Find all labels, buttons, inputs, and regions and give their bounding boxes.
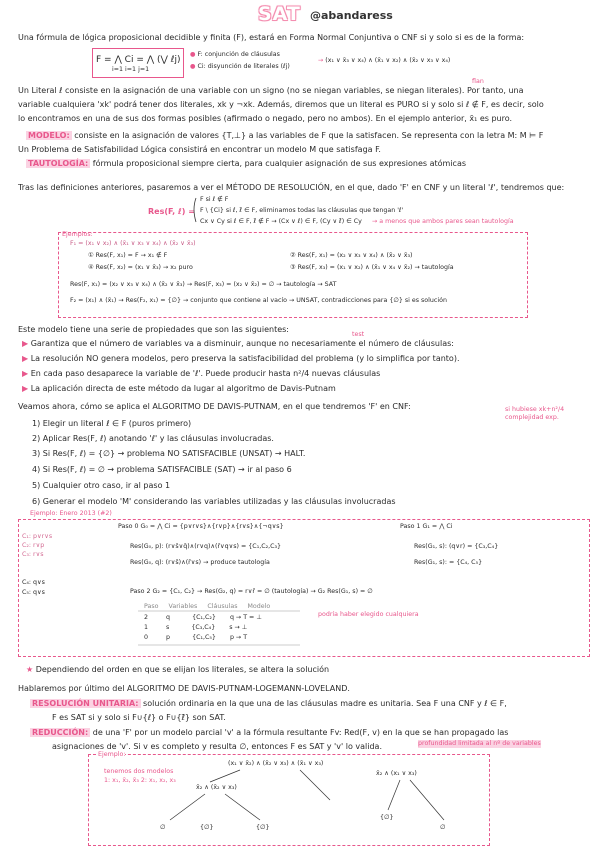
dp-paso-2: Paso 2 G₂ = {C₁, C₂} → Res(G₂, q) = r∨r̄ = ∅ (tautología) → G₂ Res(G₁, s) = ∅ [130,588,373,595]
cnf-formula: F = ⋀ Ci = ⋀ (⋁ ℓj) [96,55,181,65]
resolucion-intro: Tras las definiciones anteriores, pasaremos a ver el MÉTODO DE RESOLUCIÓN, en el que, dado 'F' en CNF y un literal 'ℓ', tendremos que: [18,183,565,192]
dp-table-row-2: 1 s {C₃,C₄} s → ⊥ [144,624,248,631]
dp-step-2: 2) Aplicar Res(F, ℓ) anotando 'ℓ' y las cláusulas involucradas. [32,434,274,443]
dp-clause-3: C₃: r∨s [22,551,44,558]
literal-note: flan [472,78,484,85]
red-def-2: asignaciones de 'v'. Si v es completo y resulta ∅, entonces F es SAT y 'v' lo valida. [52,742,382,751]
dp-step-5: 5) Cualquier otro caso, ir al paso 1 [32,481,171,490]
tree1-leaf-1: ∅ [160,824,166,831]
red-note: profundidad limitada al nº de variables [418,740,541,747]
dpll-example-title: Ejemplo: [98,751,126,758]
propiedad-1: ▶ Garantiza que el número de variables va a disminuir, aunque no necesariamente el número de cláusulas: [22,339,454,348]
dp-table-note: podría haber elegido cualquiera [318,611,419,618]
ru-def-2: F es SAT si y solo si F∪{ℓ} o F∪{ℓ̄} son SAT. [52,713,226,722]
intro-line: Una fórmula de lógica proposicional decidible y finita (F), estará en Forma Normal Conjuntiva o CNF si y solo si es de la forma: [18,33,525,42]
page-title: SAT [258,3,301,25]
modelo-def: MODELO: consiste en la asignación de valores {T,⊥} a las variables de F que la satisfacen. Se representa con la letra M: M ⊨ F [28,131,544,140]
dpll-example-sub-1: tenemos dos modelos [104,768,174,775]
legend-f: ● F: conjunción de cláusulas [190,51,280,58]
res-label: Res(F, ℓ) = [148,207,195,216]
propiedad-3: ▶ En cada paso desaparece la variable de 'ℓ'. Puede producir hasta n²/4 nuevas cláusulas [22,369,381,378]
dp-res-g3: Res(G₁, s): = {C₄, C₅} [414,559,483,566]
dp-table-header: Paso Variables Cláusulas Modelo [144,603,271,610]
tree2-leaf-1: {∅} [380,814,394,821]
author-handle: @abandaress [310,9,393,22]
dpll-example-sub-2: 1: x₁, x̄₂, x̄₃ 2: x₁, x₂, x₃ [104,777,176,784]
tautologia-def: TAUTOLOGÍA: fórmula proposicional siempre cierta, para cualquier asignación de sus expresiones atómicas [28,159,467,168]
cnf-example: → (x₁ ∨ x̄₃ ∨ x₄) ∧ (x̄₁ ∨ x₂) ∧ (x̄₂ ∨ x₃ ∨ x₄) [318,57,451,64]
dp-step-6: 6) Generar el modelo 'M' considerando las variables utilizadas y las cláusulas involucradas [32,497,396,506]
legend-ci: ● Ci: disyunción de literales (ℓj) [190,63,290,70]
literal-line-2: variable cualquiera 'xk' podrá tener dos literales, xk y ¬xk. Además, diremos que un literal es PURO si y solo si ℓ ∉ F, es decir, solo [18,100,544,109]
dp-clause-5: C₅: q∨s [22,589,45,596]
res-case-2: F \ {Ci} si ℓ, ℓ̄ ∈ F, eliminamos todas las cláusulas que tengan 'ℓ' [200,207,404,214]
res-case-1: F si ℓ ∉ F [200,196,229,203]
res-examples-title: Ejemplos: [62,231,93,238]
propiedades-side-note: si hubiese xk+n²/4 complejidad exp. [505,406,565,421]
dp-paso-1: Paso 1 G₁ = ⋀ Ci [400,523,453,530]
res-example-formula: F₁ = (x₁ ∨ x₂) ∧ (x̄₁ ∨ x₃ ∨ x₄) ∧ (x̄₂ ∨ x̄₃) [70,240,196,247]
dp-table-row-3: 0 p {C₁,C₅} p → T [144,634,248,641]
propiedad-1-note: test [352,331,365,338]
dp-intro: Veamos ahora, cómo se aplica el ALGORITMO DE DAVIS-PUTNAM, en el que tendremos 'F' en CNF: [18,402,411,411]
dp-res-g0: Res(G₀, p): (r∨s̄∨q̄)∧(r∨q)∧(r̄∨q∨s) = {C₁,C₂,C₃} [130,543,282,550]
dp-paso-0: Paso 0 G₀ = ⋀ Ci = {p∨r∨s}∧{r∨p}∧{r∨s}∧{¬q∨s} [118,523,284,530]
propiedades-intro: Este modelo tiene una serie de propiedades que son las siguientes: [18,325,289,334]
propiedad-2: ▶ La resolución NO genera modelos, pero preserva la satisfacibilidad del problema (y lo simplifica por tanto). [22,354,460,363]
literal-line-3: lo encontramos en una de sus dos formas posibles (afirmado o negado, pero no ambos). En el ejemplo anterior, x̄₁ es puro. [18,114,513,123]
res-case-3: Cx ∨ Cy si ℓ ∈ F, ℓ̄ ∉ F → (Cx ∨ ℓ) ∈ F, (Cy ∨ ℓ̄) ∈ Cy [200,218,362,225]
propiedad-4: ▶ La aplicación directa de este método da lugar al algoritmo de Davis-Putnam [22,384,336,393]
cnf-indices: i=1 i=1 j=1 [112,66,150,73]
dp-dependiendo: ★ Dependiendo del orden en que se elijan los literales, se altera la solución [26,665,330,674]
res-example-3: ③ Res(F, x₃) = (x₁ ∨ x₂) ∧ (x̄₁ ∨ x₄ ∨ x̄₂) → tautología [290,264,454,271]
res-example-1: ① Res(F, x₁) = F → x₁ ∉ F [88,252,168,259]
ru-def: RESOLUCIÓN UNITARIA: solución ordinaria en la que una de las cláusulas madre es unitaria. Sea F una CNF y ℓ ∈ F, [32,699,507,708]
dpll-intro: Hablaremos por último del ALGORITMO DE DAVIS-PUTNAM-LOGEMANN-LOVELAND. [18,684,350,693]
dp-clause-2: C₂: r∨p [22,542,45,549]
problema-def: Un Problema de Satisfabilidad Lógica consistirá en encontrar un modelo M que satisfaga F. [18,145,381,154]
dp-step-3: 3) Si Res(F, ℓ) = {∅} → problema NO SATISFACIBLE (UNSAT) → HALT. [32,449,306,458]
tree1-root: (x₁ ∨ x̄₂) ∧ (x̄₂ ∨ x₃) ∧ (x̄₁ ∨ x₃) [228,760,324,767]
tree1-mid: x̄₂ ∧ (x̄₂ ∨ x₃) [196,784,237,791]
res-example-5: Res(F, x₁) = (x₂ ∨ x₃ ∨ x₄) ∧ (x̄₂ ∨ x̄₃) → Res(F, x₃) = (x₂ ∨ x̄₂) = ∅ → tautología → SAT [70,281,337,288]
res-case-3-note: → a menos que ambos pares sean tautología [372,218,514,225]
literal-line-1: Un Literal ℓ consiste en la asignación de una variable con un signo (no se niegan variables, se niegan literales). Por tanto, una [18,86,524,95]
dp-table-row-1: 2 q {C₁,C₂} q → T = ⊥ [144,614,262,621]
res-example-2: ② Res(F, x₁) = (x₂ ∨ x₃ ∨ x₄) ∧ (x̄₂ ∨ x̄₃) [290,252,413,259]
tree2-root: x̄₂ ∧ (x₁ ∨ x₃) [376,770,417,777]
dp-step-4: 4) Si Res(F, ℓ) = ∅ → problema SATISFACIBLE (SAT) → ir al paso 6 [32,465,292,474]
tree2-leaf-2: ∅ [440,824,446,831]
dp-res-g1: Res(G₁, s): (q∨r) = {C₃,C₄} [414,543,499,550]
dp-example-title: Ejemplo: Enero 2013 (#2) [30,510,112,517]
red-def: REDUCCIÓN: de una 'F' por un modelo parcial 'v' a la fórmula resultante Fv: Red(F, v) en la que se han propagado las [32,728,509,737]
dp-step-1: 1) Elegir un literal ℓ ∈ F (puros primero) [32,419,192,428]
tree1-leaf-2: {∅} [200,824,214,831]
dp-clause-4: C₄: q∨s [22,579,45,586]
dp-res-g2: Res(G₀, q): (r∨s̄)∧(r̄∨s) → produce tautología [130,559,270,566]
dp-clause-1: C₁: p∨r∨s [22,533,53,540]
tree1-leaf-3: {∅} [256,824,270,831]
res-example-6: F₂ = (x₁) ∧ (x̄₁) → Res(F₂, x₁) = {∅} → conjunto que contiene al vacío → UNSAT, contradicciones para {∅} si es solución [70,297,447,304]
res-example-4: ④ Res(F, x₂) = (x₁ ∨ x̄₃) → x₂ puro [88,264,193,271]
